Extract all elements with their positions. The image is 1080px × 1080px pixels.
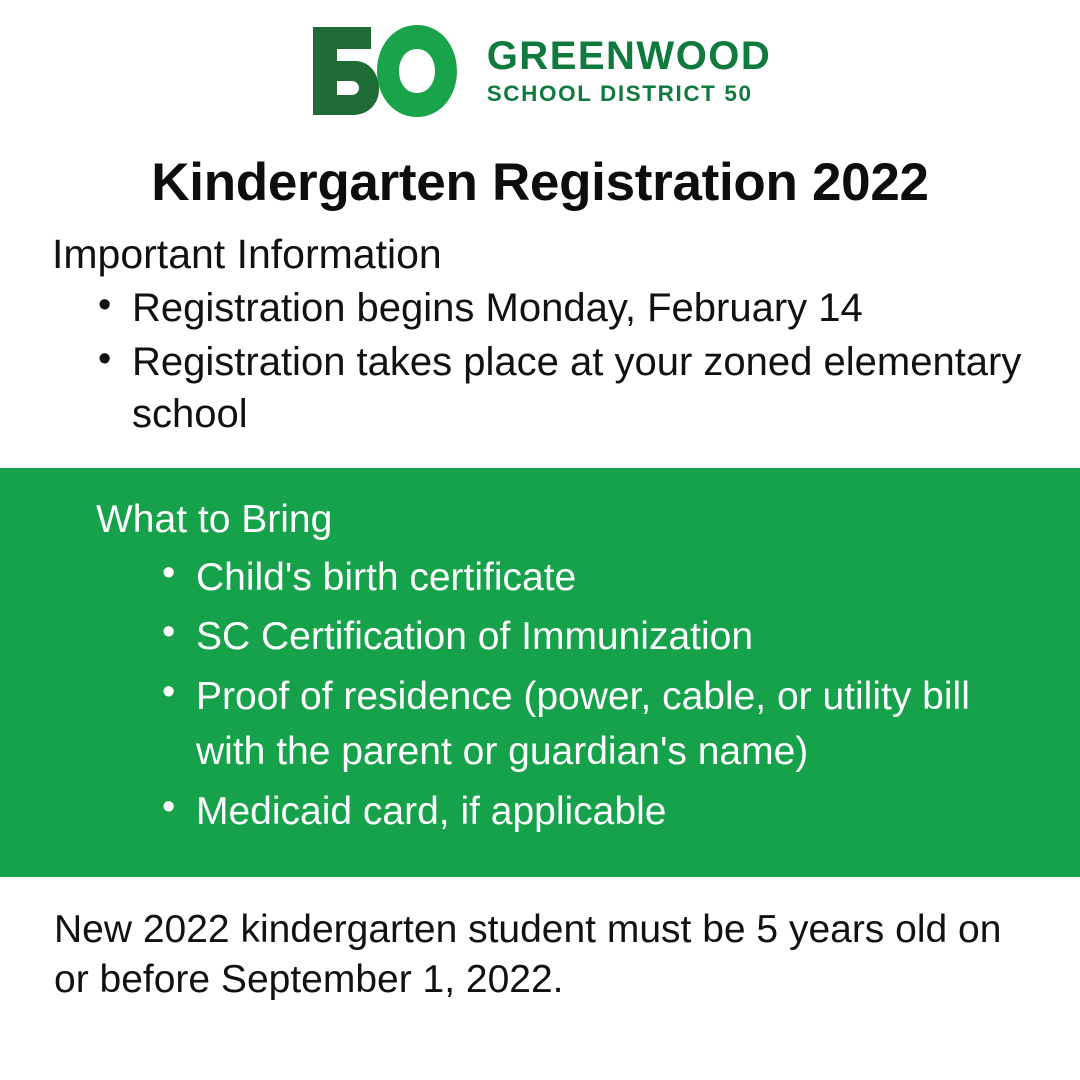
district-logo bbox=[0, 0, 1080, 118]
list-item: • Medicaid card, if applicable bbox=[154, 784, 1036, 839]
important-information-section bbox=[0, 213, 1080, 442]
list-item: • Child's birth certificate bbox=[154, 550, 1036, 605]
age-requirement-note: New 2022 kindergarten student must be 5 years old on or before September 1, 2022. bbox=[54, 907, 1002, 1001]
what-to-bring-heading: What to Bring bbox=[96, 498, 333, 541]
list-item: • SC Certification of Immunization bbox=[154, 609, 1036, 664]
list-item: • Registration takes place at your zoned elementary school bbox=[90, 336, 1036, 440]
what-to-bring-list bbox=[96, 550, 1036, 839]
list-item: • Registration begins Monday, February 14 bbox=[90, 282, 1036, 334]
logo-wordmark bbox=[487, 36, 772, 106]
what-to-bring-section bbox=[0, 468, 1080, 877]
page-title: Kindergarten Registration 2022 bbox=[151, 153, 929, 212]
logo-district-subtitle: SCHOOL DISTRICT 50 bbox=[486, 81, 753, 107]
logo-50-icon bbox=[309, 23, 461, 119]
important-information-list bbox=[52, 282, 1036, 440]
logo-district-name: GREENWOOD bbox=[486, 34, 772, 79]
list-item: • Proof of residence (power, cable, or utility bill with the parent or guardian's name) bbox=[154, 669, 1036, 780]
important-information-heading: Important Information bbox=[52, 231, 442, 277]
